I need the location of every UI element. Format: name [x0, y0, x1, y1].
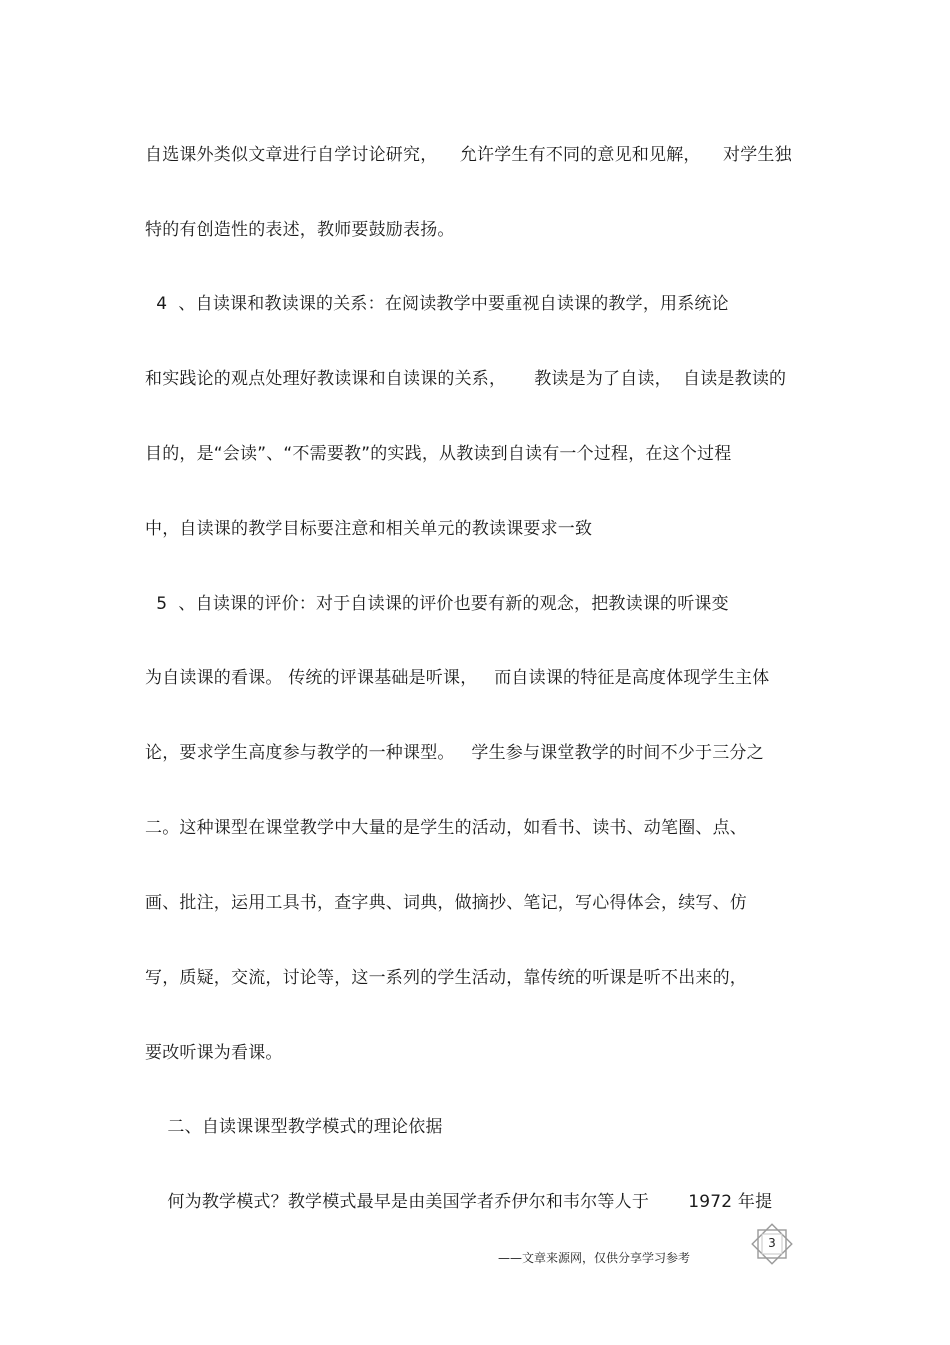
text-line: 和实践论的观点处理好教读课和自读课的关系， 教读是为了自读， 自读是教读的	[145, 369, 787, 389]
text-line: 要改听课为看课。	[145, 1043, 283, 1063]
text-line: 何为教学模式？教学模式最早是由美国学者乔伊尔和韦尔等人于 1972 年提	[145, 1192, 773, 1212]
footer-source-note: ——文章来源网，仅供分享学习参考	[498, 1251, 691, 1265]
text-line: 写，质疑，交流，讨论等，这一系列的学生活动，靠传统的听课是听不出来的，	[145, 968, 747, 988]
text-line: 5 、自读课的评价：对于自读课的评价也要有新的观念，把教读课的听课变	[145, 594, 729, 614]
text-line: 中，自读课的教学目标要注意和相关单元的教读课要求一致	[145, 519, 593, 539]
page-number-badge	[748, 1220, 796, 1268]
text-line: 目的，是“会读”、“不需要教”的实践，从教读到自读有一个过程，在这个过程	[145, 444, 732, 464]
section-heading: 二、自读课课型教学模式的理论依据	[145, 1117, 443, 1137]
text-line: 自选课外类似文章进行自学讨论研究， 允许学生有不同的意见和见解， 对学生独	[145, 145, 792, 165]
text-line: 二。这种课型在课堂教学中大量的是学生的活动，如看书、读书、动笔圈、点、	[145, 818, 747, 838]
text-line: 画、批注，运用工具书，查字典、词典，做摘抄、笔记，写心得体会，续写、仿	[145, 893, 747, 913]
text-line: 4 、自读课和教读课的关系：在阅读教学中要重视自读课的教学，用系统论	[145, 294, 729, 314]
text-line: 论，要求学生高度参与教学的一种课型。 学生参与课堂教学的时间不少于三分之	[145, 743, 764, 763]
text-line: 特的有创造性的表述，教师要鼓励表扬。	[145, 220, 455, 240]
text-line: 为自读课的看课。 传统的评课基础是听课， 而自读课的特征是高度体现学生主体	[145, 668, 770, 688]
page-number: 3	[768, 1236, 776, 1250]
